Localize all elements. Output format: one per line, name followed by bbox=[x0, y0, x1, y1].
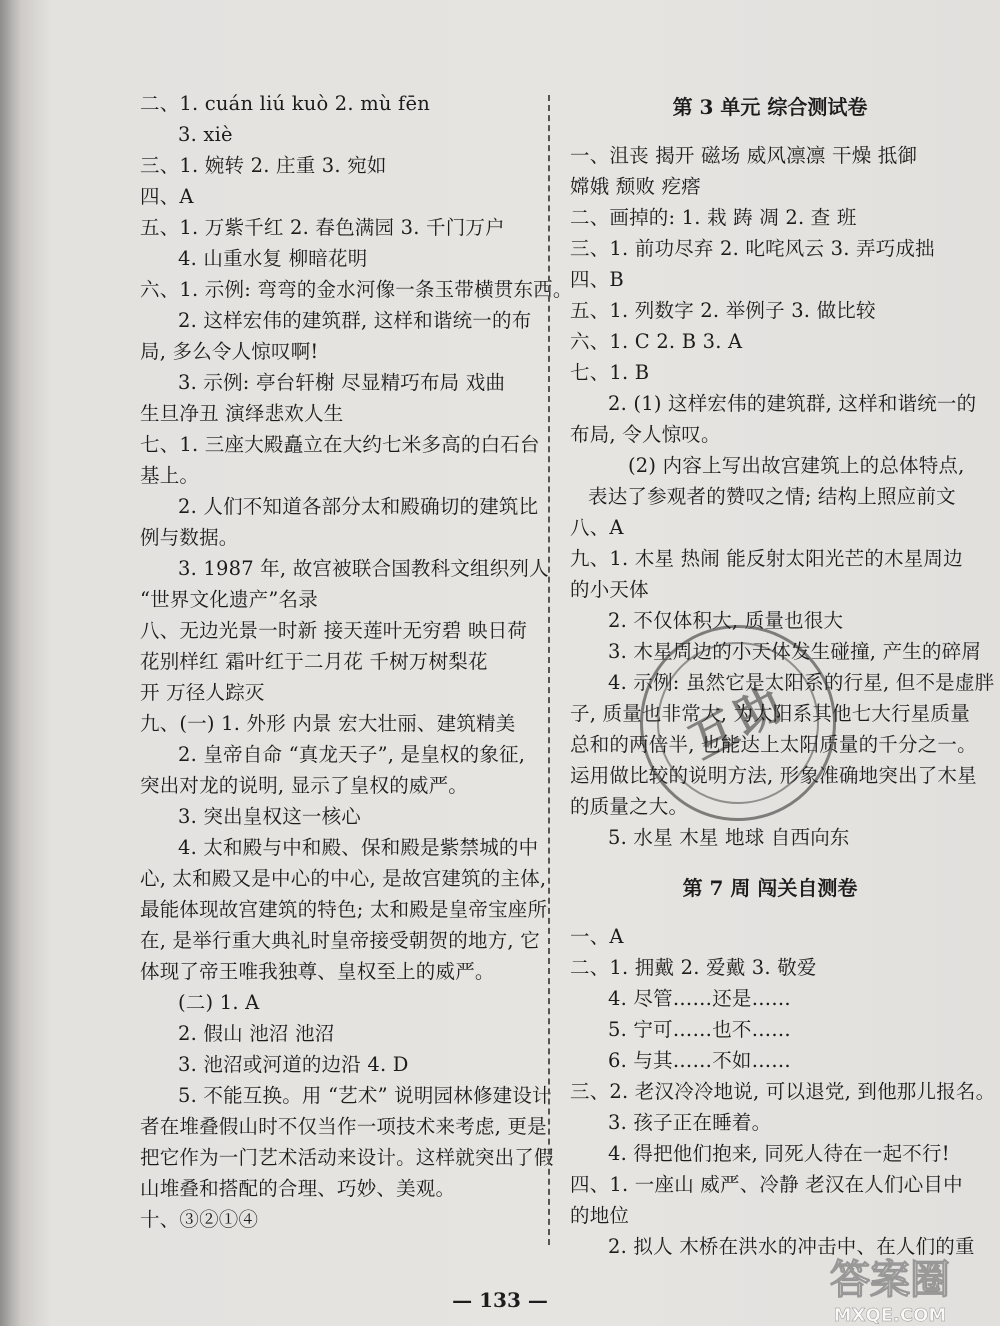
column-divider bbox=[548, 95, 550, 1245]
answer-line: 一、A bbox=[570, 925, 624, 948]
answer-line: 3. 1987 年, 故宫被联合国教科文组织列人 bbox=[178, 557, 549, 580]
answer-line: 六、1. C 2. B 3. A bbox=[570, 330, 743, 353]
answer-line: 的小天体 bbox=[570, 578, 649, 601]
answer-line: 4. 尽管……还是…… bbox=[608, 987, 792, 1010]
unit-3-test-heading: 第 3 单元 综合测试卷 bbox=[672, 95, 868, 119]
answer-line: 4. 太和殿与中和殿、保和殿是紫禁城的中 bbox=[178, 836, 539, 859]
watermark-logo-text: 答案圈 bbox=[830, 1257, 950, 1303]
answer-line: 2. 拟人 木桥在洪水的冲击中、在人们的重 bbox=[608, 1235, 975, 1258]
answer-line: 九、(一) 1. 外形 内景 宏大壮丽、建筑精美 bbox=[140, 712, 516, 735]
answer-line: 5. 宁可……也不…… bbox=[608, 1018, 792, 1041]
answer-line: 十、③②①④ bbox=[140, 1208, 259, 1231]
answer-line: 运用做比较的说明方法, 形象准确地突出了木星 bbox=[570, 764, 977, 787]
watermark-url: MXQE.COM bbox=[833, 1305, 947, 1326]
answer-line: 二、1. cuán liú kuò 2. mù fēn bbox=[140, 92, 430, 115]
answer-line: 基上。 bbox=[140, 464, 200, 487]
answer-line: 3. 示例: 亭台轩榭 尽显精巧布局 戏曲 bbox=[178, 371, 506, 394]
answer-line: 三、2. 老汉冷冷地说, 可以退党, 到他那儿报名。 bbox=[570, 1080, 996, 1103]
answer-line: 九、1. 木星 热闹 能反射太阳光芒的木星周边 bbox=[570, 547, 963, 570]
answer-line: 五、1. 列数字 2. 举例子 3. 做比较 bbox=[570, 299, 876, 322]
answer-line: 3. 池沼或河道的边沿 4. D bbox=[178, 1053, 409, 1076]
answer-line: 四、1. 一座山 威严、冷静 老汉在人们心目中 bbox=[570, 1173, 963, 1196]
answer-line: 2. 不仅体积大, 质量也很大 bbox=[608, 609, 844, 632]
answer-line: 突出对龙的说明, 显示了皇权的威严。 bbox=[140, 774, 468, 797]
answer-line: 4. 得把他们抱来, 同死人待在一起不行! bbox=[608, 1142, 950, 1165]
answer-line: 三、1. 前功尽弃 2. 叱咤风云 3. 弄巧成拙 bbox=[570, 237, 935, 260]
answer-line: (2) 内容上写出故宫建筑上的总体特点, bbox=[628, 454, 965, 477]
answer-line: 局, 多么令人惊叹啊! bbox=[140, 340, 319, 363]
answer-line: 的质量之大。 bbox=[570, 795, 689, 818]
answer-line: 二、1. 拥戴 2. 爱戴 3. 敬爱 bbox=[570, 956, 817, 979]
book-spine-shadow bbox=[0, 0, 22, 1326]
answer-line: 3. 孩子正在睡着。 bbox=[608, 1111, 772, 1134]
answer-line: “世界文化遗产”名录 bbox=[140, 588, 318, 611]
answer-line: 七、1. 三座大殿矗立在大约七米多高的白石台 bbox=[140, 433, 540, 456]
answer-line: 七、1. B bbox=[570, 361, 650, 384]
answer-line: 2. 这样宏伟的建筑群, 这样和谐统一的布 bbox=[178, 309, 532, 332]
answer-line: 表达了参观者的赞叹之情; 结构上照应前文 bbox=[588, 485, 956, 508]
left-answer-column bbox=[140, 88, 573, 1235]
page-number: — 133 — bbox=[452, 1288, 548, 1312]
answer-line: 心, 太和殿又是中心的中心, 是故宫建筑的主体, bbox=[140, 867, 547, 890]
answer-line: 3. 木星周边的小天体发生碰撞, 产生的碎屑 bbox=[608, 640, 982, 663]
answer-line: 体现了帝王唯我独尊、皇权至上的威严。 bbox=[140, 960, 495, 983]
answer-line: 开 万径人踪灭 bbox=[140, 681, 265, 704]
answer-line: 3. xiè bbox=[178, 123, 233, 146]
answer-line: 2. (1) 这样宏伟的建筑群, 这样和谐统一的 bbox=[608, 392, 977, 415]
answer-line: 布局, 令人惊叹。 bbox=[570, 423, 721, 446]
answer-line: 5. 不能互换。用 “艺术” 说明园林修建设计 bbox=[178, 1084, 552, 1107]
answer-line: 者在堆叠假山时不仅当作一项技术来考虑, 更是 bbox=[140, 1115, 547, 1138]
answer-line: 例与数据。 bbox=[140, 526, 239, 549]
answer-line: 总和的两倍半, 也能达上太阳质量的千分之一。 bbox=[570, 733, 977, 756]
answer-line: 山堆叠和搭配的合理、巧妙、美观。 bbox=[140, 1177, 456, 1200]
answer-line: 6. 与其……不如…… bbox=[608, 1049, 792, 1072]
answer-line: 4. 示例: 虽然它是太阳系的行星, 但不是虚胖 bbox=[608, 671, 995, 694]
answer-line: 五、1. 万紫千红 2. 春色满园 3. 千门万户 bbox=[140, 216, 505, 239]
answer-line: 八、无边光景一时新 接天莲叶无穷碧 映日荷 bbox=[140, 619, 528, 642]
stamp-text: 互助 bbox=[680, 674, 795, 770]
answer-line: 在, 是举行重大典礼时皇帝接受朝贺的地方, 它 bbox=[140, 929, 540, 952]
answer-line: 六、1. 示例: 弯弯的金水河像一条玉带横贯东西。 bbox=[140, 278, 573, 301]
answer-line: 4. 山重水复 柳暗花明 bbox=[178, 247, 368, 270]
answer-line: 的地位 bbox=[570, 1204, 630, 1227]
answer-line: (二) 1. A bbox=[178, 991, 260, 1014]
week-7-test-heading: 第 7 周 闯关自测卷 bbox=[682, 876, 858, 900]
answer-line: 子, 质量也非常大, 为太阳系其他七大行星质量 bbox=[570, 702, 970, 725]
answer-line: 八、A bbox=[570, 516, 624, 539]
answer-line: 三、1. 婉转 2. 庄重 3. 宛如 bbox=[140, 154, 387, 177]
answer-line: 2. 皇帝自命 “真龙天子”, 是皇权的象征, bbox=[178, 743, 526, 766]
answer-line: 一、沮丧 揭开 磁场 威风凛凛 干燥 抵御 bbox=[570, 144, 918, 167]
answer-line: 嫦娥 颓败 疙瘩 bbox=[570, 175, 701, 198]
answer-line: 把它作为一门艺术活动来设计。这样就突出了假 bbox=[140, 1146, 554, 1169]
answer-line: 3. 突出皇权这一核心 bbox=[178, 805, 362, 828]
answer-line: 5. 水星 木星 地球 自西向东 bbox=[608, 826, 850, 849]
answer-line: 二、画掉的: 1. 栽 踌 凋 2. 查 班 bbox=[570, 206, 857, 229]
answer-line: 花别样红 霜叶红于二月花 千树万树梨花 bbox=[140, 650, 488, 673]
answer-line: 四、A bbox=[140, 185, 194, 208]
site-watermark bbox=[800, 1248, 980, 1326]
answer-line: 四、B bbox=[570, 268, 624, 291]
answer-line: 2. 人们不知道各部分太和殿确切的建筑比 bbox=[178, 495, 539, 518]
week-7-answers bbox=[570, 921, 996, 1262]
answer-line: 生旦净丑 演绎悲欢人生 bbox=[140, 402, 344, 425]
answer-line: 2. 假山 池沼 池沼 bbox=[178, 1022, 335, 1045]
answer-line: 最能体现故宫建筑的特色; 太和殿是皇帝宝座所 bbox=[140, 898, 548, 921]
